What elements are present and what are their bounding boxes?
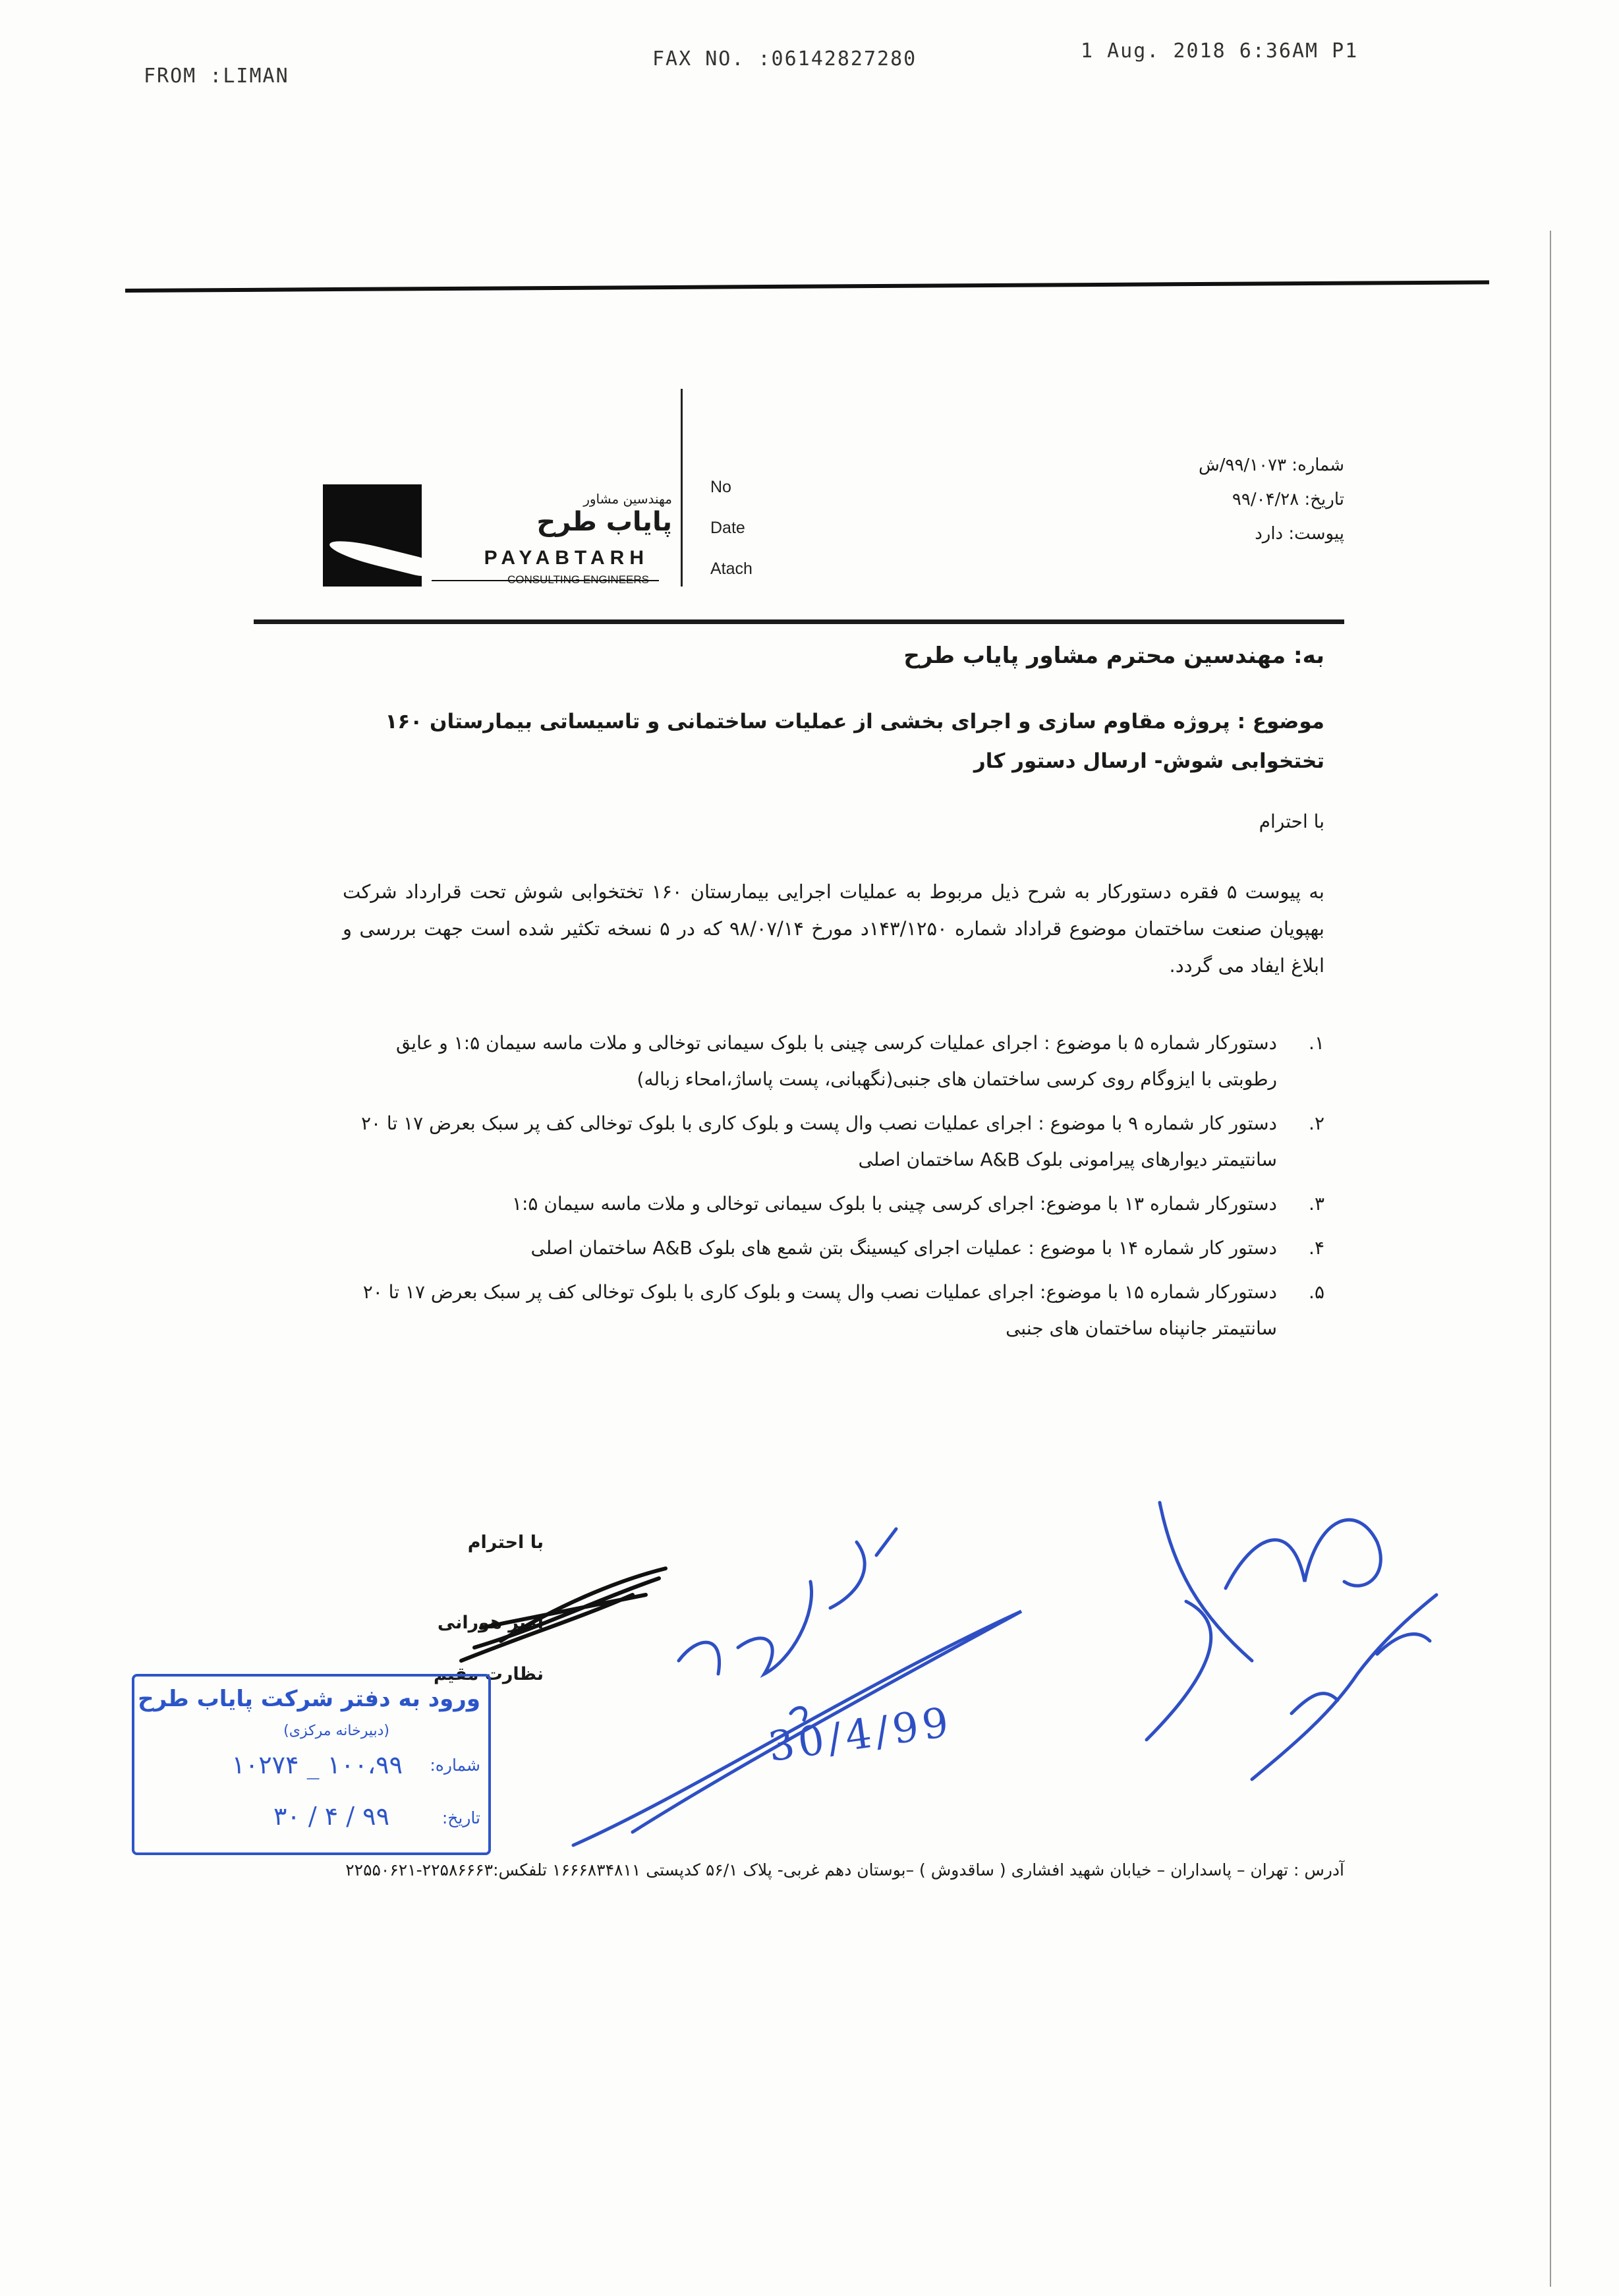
stamp-date-label: تاریخ: — [441, 1808, 480, 1827]
stamp-title: ورود به دفتر شرکت پایاب طرح — [138, 1686, 480, 1712]
handwritten-date: 30/4/99 — [765, 1697, 955, 1771]
fax-number: FAX NO. :06142827280 — [652, 47, 917, 71]
ref-date-label: Date — [710, 519, 745, 537]
company-title-en: PAYABTARH — [484, 547, 649, 569]
fax-from: FROM :LIMAN — [144, 65, 289, 88]
company-type-fa: مهندسین مشاور — [583, 491, 672, 507]
receipt-stamp — [132, 1674, 491, 1855]
fax-datetime: 1 Aug. 2018 6:36AM P1 — [1081, 40, 1359, 63]
body-paragraph: به پیوست ۵ فقره دستورکار به شرح ذیل مربوط به عملیات اجرایی بیمارستان ۱۶۰ تختخوابی شوش تحت قرارداد شرکت بهپویان صنعت ساختمان موضوع قراداد شماره ۱۴۳/۱۲۵۰د مورخ ۹۸/۰۷/۱۴ که در ۵ نسخه تکثیر شده است جهت بررسی و ابلاغ ایفاد می گردد. — [343, 880, 1324, 977]
list-item: ۴. دستور کار شماره ۱۴ با موضوع : عملیات اجرای کیسینگ بتن شمع های بلوک A&B ساختمان اصلی — [530, 1237, 1324, 1259]
list-item: ۲. دستور کار شماره ۹ با موضوع : اجرای عملیات نصب وال پست و بلوک کاری با بلوک توخالی کف پر سبک بعرض ۱۷ تا ۲۰ سانتیمتر دیوارهای پیرامونی بلوک A&B ساختمان اصلی — [360, 1112, 1324, 1170]
letter-number: شماره: ۹۹/۱۰۷۳/ش — [1198, 455, 1344, 475]
list-item: ۵. دستورکار شماره ۱۵ با موضوع: اجرای عملیات نصب وال پست و بلوک کاری با بلوک توخالی کف پر سبک بعرض ۱۷ تا ۲۰ سانتیمتر جانپناه ساختمان های جنبی — [362, 1281, 1324, 1339]
recipient-line: به: مهندسین محترم مشاور پایاب طرح — [903, 643, 1324, 669]
stamp-number-label: شماره: — [430, 1756, 480, 1775]
greeting: با احترام — [1259, 811, 1324, 832]
page-edge-line — [1550, 231, 1551, 2287]
letter-date: تاریخ: ۹۹/۰۴/۲۸ — [1232, 490, 1344, 509]
letter-attachment: پیوست: دارد — [1255, 524, 1344, 544]
company-title-fa: پایاب طرح — [536, 507, 672, 537]
signer-name: امیر هورانی — [437, 1613, 544, 1633]
ref-attach-label: Atach — [710, 560, 753, 578]
stamp-number-value: ۱۰۰،۹۹ _ ۱۰۲۷۴ — [231, 1750, 403, 1779]
signer-title: نظارت مقیم — [434, 1664, 544, 1684]
signature-scribble — [461, 1568, 666, 1661]
stamp-date-value: ۹۹ / ۴ / ۳۰ — [273, 1802, 389, 1831]
list-item: ۱. دستورکار شماره ۵ با موضوع : اجرای عملیات کرسی چینی با بلوک سیمانی توخالی و ملات ماسه سیمان ۱:۵ و عایق رطوبتی با ایزوگام روی کرسی ساختمان های جنبی(نگهبانی، پست پاساژ،امحاء زباله) — [395, 1032, 1324, 1090]
stamp-subtitle: (دبیرخانه مرکزی) — [283, 1723, 389, 1739]
blue-ink-notes — [573, 1503, 1436, 1845]
list-item: ۳. دستورکار شماره ۱۳ با موضوع: اجرای کرسی چینی با بلوک سیمانی توخالی و ملات ماسه سیمان ۱:۵ — [511, 1193, 1324, 1215]
closing-greeting: با احترام — [467, 1532, 544, 1553]
subject-line: موضوع : پروژه مقاوم سازی و اجرای بخشی از عملیات ساختمانی و تاسیساتی بیمارستان ۱۶۰ تختخوابی شوش- ارسال دستور کار — [385, 710, 1324, 773]
ref-no-label: No — [710, 478, 731, 496]
footer-address: آدرس : تهران – پاسداران – خیابان شهید افشاری ( ساقدوش ) –بوستان دهم غربی- پلاک ۵۶/۱ کدپستی ۱۶۶۶۸۳۴۸۱۱ تلفکس:۲۲۵۸۶۶۶۳-۲۲۵۵۰۶۲۱ — [345, 1860, 1344, 1880]
